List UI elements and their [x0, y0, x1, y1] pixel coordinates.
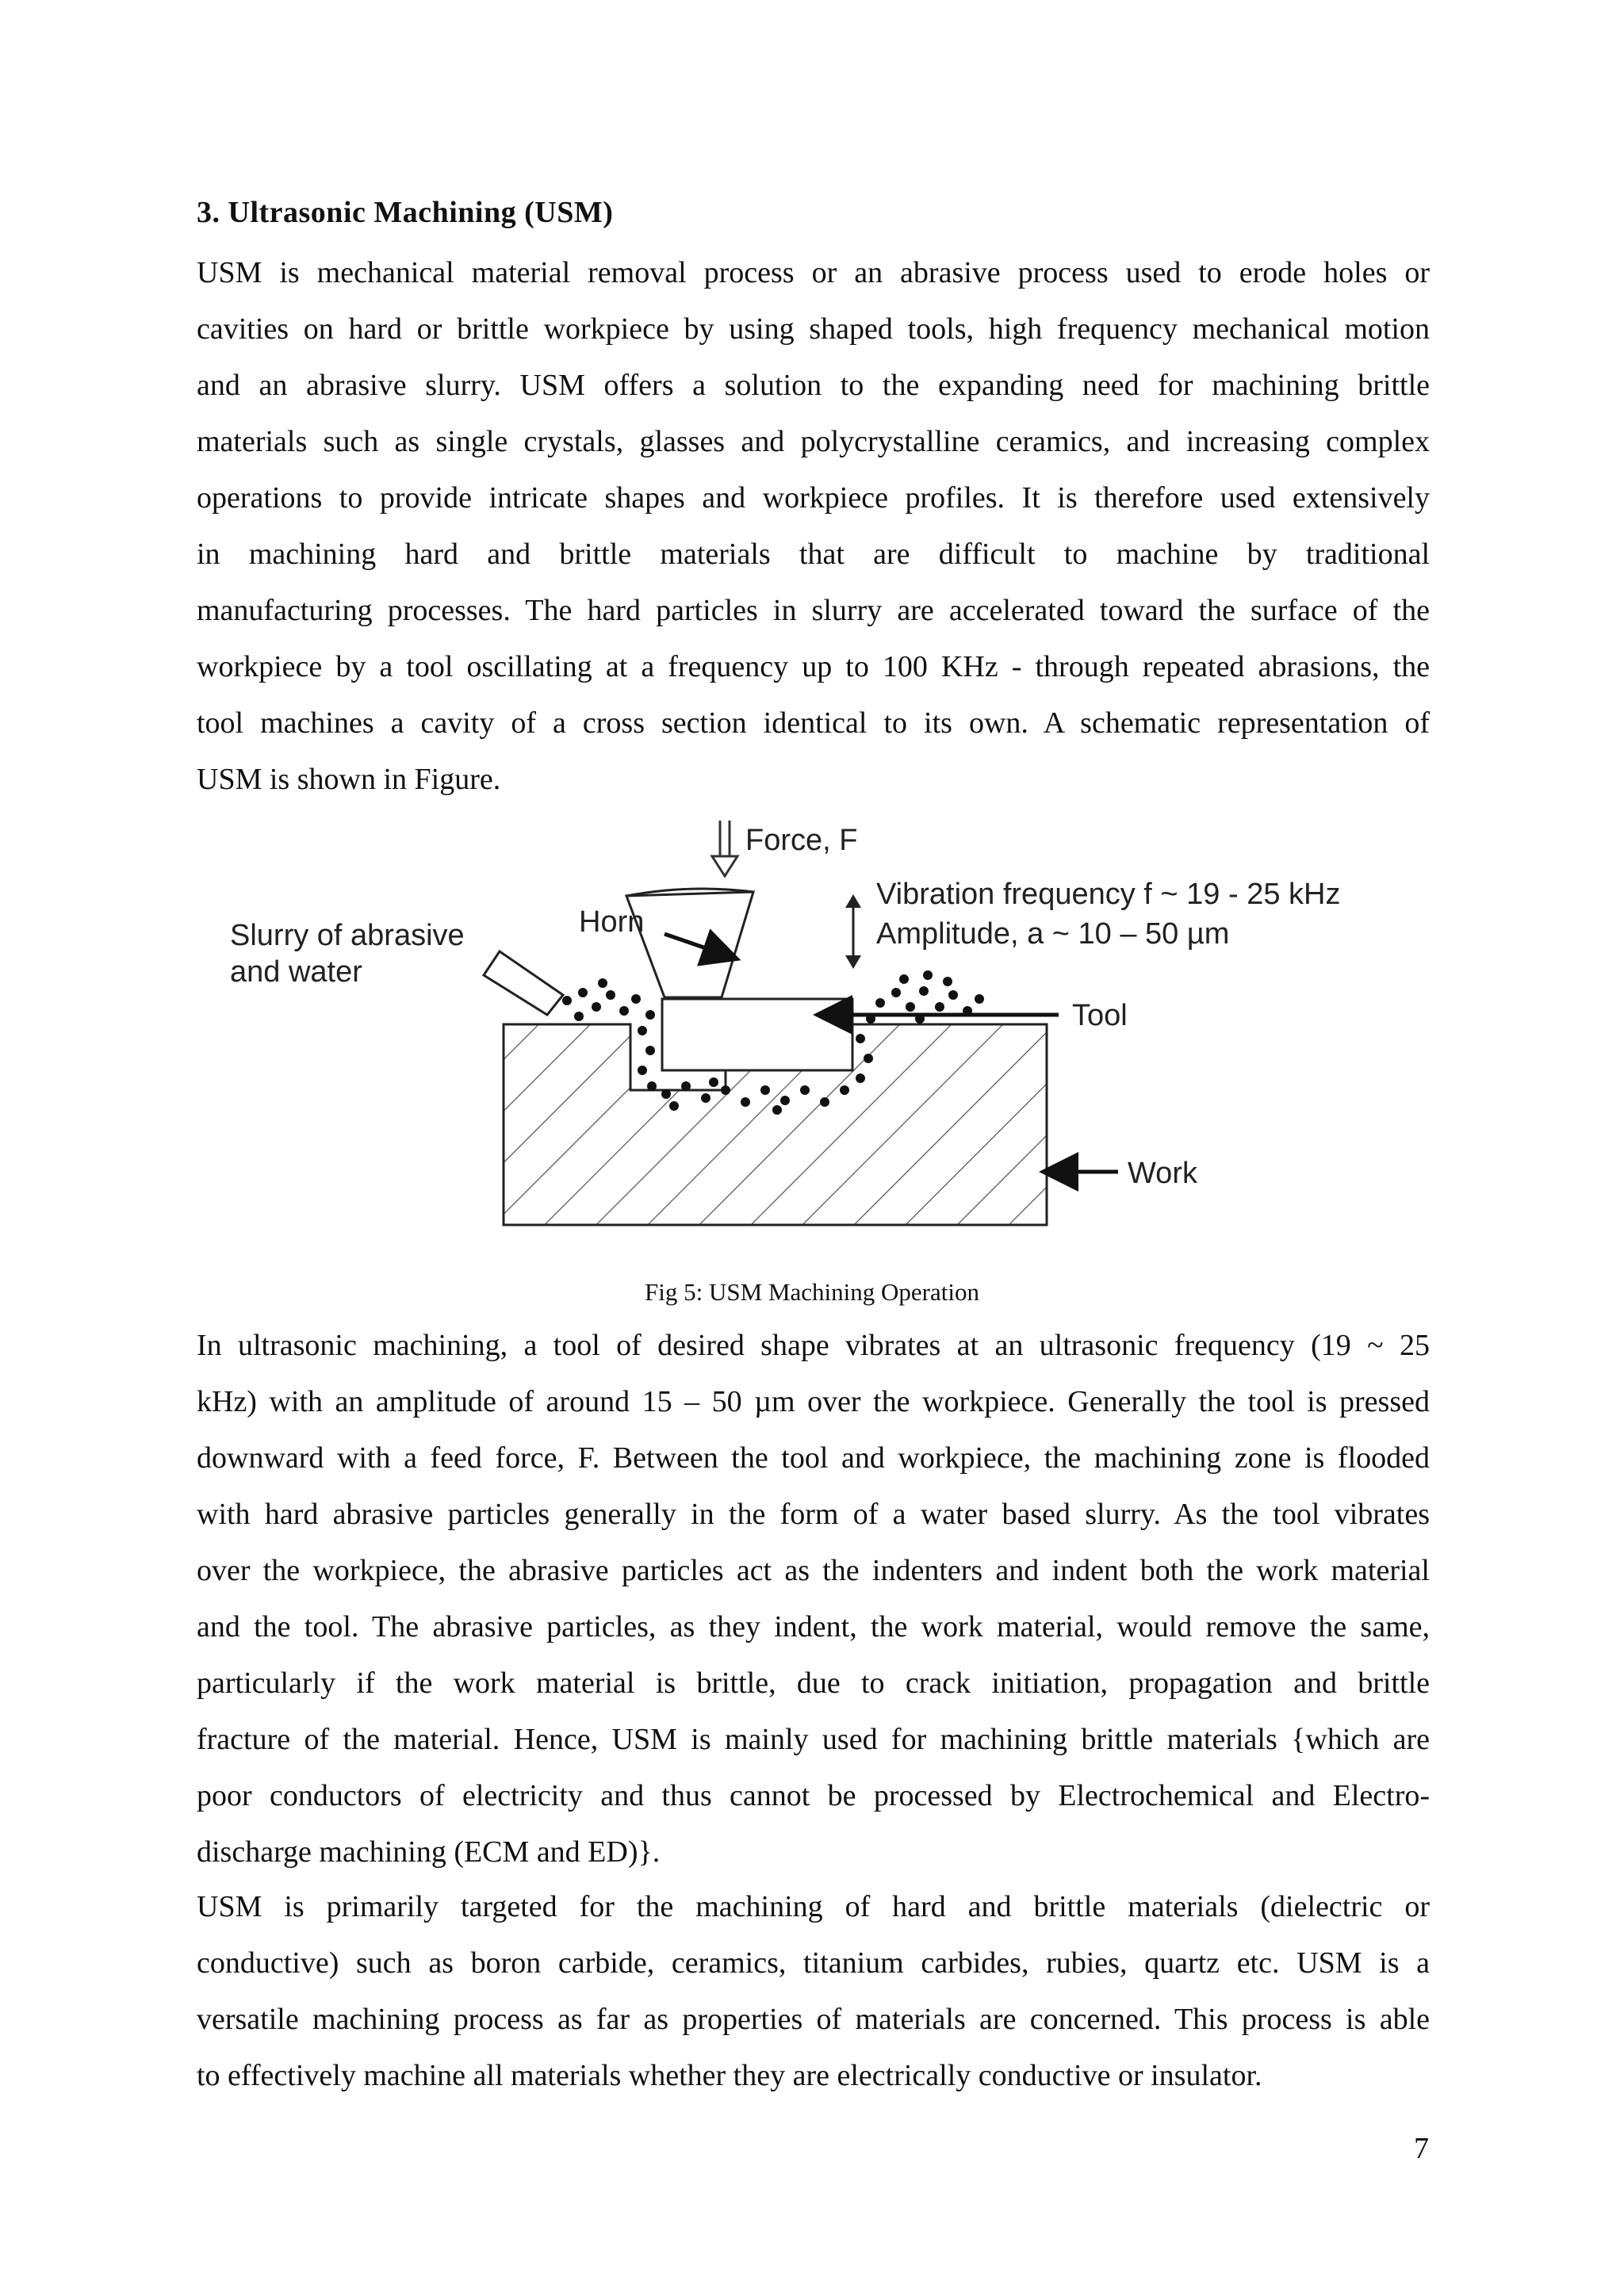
text-line: USM is mechanical material removal process or an abrasive process used to erode holes or: [197, 256, 1430, 289]
text-line: and the tool. The abrasive particles, as they indent, the work material, would remove the same,: [197, 1610, 1430, 1644]
tool-label: Tool: [1072, 999, 1128, 1032]
text-line: fracture of the material. Hence, USM is mainly used for machining brittle materials {which are: [197, 1723, 1430, 1756]
slurry-label-line2: and water: [230, 955, 362, 989]
paragraph-applications: [197, 1879, 1430, 2104]
text-line: USM is shown in Figure.: [197, 763, 501, 796]
text-line: cavities on hard or brittle workpiece by using shaped tools, high frequency mechanical motion: [197, 312, 1430, 346]
text-line: operations to provide intricate shapes and workpiece profiles. It is therefore used extensively: [197, 481, 1430, 515]
text-line: poor conductors of electricity and thus cannot be processed by Electrochemical and Electro-: [197, 1779, 1430, 1812]
work-label: Work: [1128, 1157, 1197, 1190]
page-number: 7: [1414, 2132, 1429, 2165]
amplitude-label: Amplitude, a ~ 10 – 50 µm: [876, 917, 1230, 951]
text-line: tool machines a cavity of a cross section identical to its own. A schematic representation of: [197, 706, 1430, 740]
vibration-arrow-icon: [845, 894, 861, 969]
text-line: to effectively machine all materials whether they are electrically conductive or insulator.: [197, 2059, 1262, 2092]
force-label: Force, F: [745, 824, 858, 857]
horn-label: Horn: [579, 905, 645, 939]
text-line: In ultrasonic machining, a tool of desired shape vibrates at an ultrasonic frequency (19 ~ 25: [197, 1329, 1430, 1362]
section-heading: 3. Ultrasonic Machining (USM): [197, 196, 614, 229]
tool-shape: [662, 999, 852, 1070]
text-line: manufacturing processes. The hard particles in slurry are accelerated toward the surface of the: [197, 594, 1430, 627]
paragraph-mechanism: [197, 1318, 1430, 1881]
vibration-label: Vibration frequency f ~ 19 - 25 kHz: [876, 878, 1341, 911]
paragraph-intro: [197, 245, 1430, 808]
text-line: kHz) with an amplitude of around 15 – 50 µm over the workpiece. Generally the tool is pressed: [197, 1385, 1430, 1418]
text-line: over the workpiece, the abrasive particles act as the indenters and indent both the work material: [197, 1554, 1430, 1587]
text-line: discharge machining (ECM and ED)}.: [197, 1835, 661, 1869]
text-line: in machining hard and brittle materials that are difficult to machine by traditional: [197, 538, 1430, 571]
text-line: USM is primarily targeted for the machining of hard and brittle materials (dielectric or: [197, 1890, 1430, 1923]
text-line: conductive) such as boron carbide, ceramics, titanium carbides, rubies, quartz etc. USM is a: [197, 1946, 1430, 1980]
text-line: downward with a feed force, F. Between the tool and workpiece, the machining zone is flooded: [197, 1441, 1430, 1475]
text-line: versatile machining process as far as properties of materials are concerned. This process is able: [197, 2003, 1430, 2036]
text-line: particularly if the work material is brittle, due to crack initiation, propagation and brittle: [197, 1667, 1430, 1700]
slurry-label-line1: Slurry of abrasive: [230, 919, 465, 952]
text-line: with hard abrasive particles generally in the form of a water based slurry. As the tool vibrates: [197, 1498, 1430, 1531]
figure-caption: Fig 5: USM Machining Operation: [645, 1278, 979, 1306]
text-line: and an abrasive slurry. USM offers a solution to the expanding need for machining brittle: [197, 369, 1430, 402]
text-line: workpiece by a tool oscillating at a frequency up to 100 KHz - through repeated abrasions, the: [197, 650, 1430, 683]
force-arrow-icon: [712, 821, 737, 876]
text-line: materials such as single crystals, glasses and polycrystalline ceramics, and increasing complex: [197, 425, 1430, 458]
slurry-nozzle-icon: [484, 951, 563, 1015]
usm-schematic-figure: [230, 817, 1404, 1261]
